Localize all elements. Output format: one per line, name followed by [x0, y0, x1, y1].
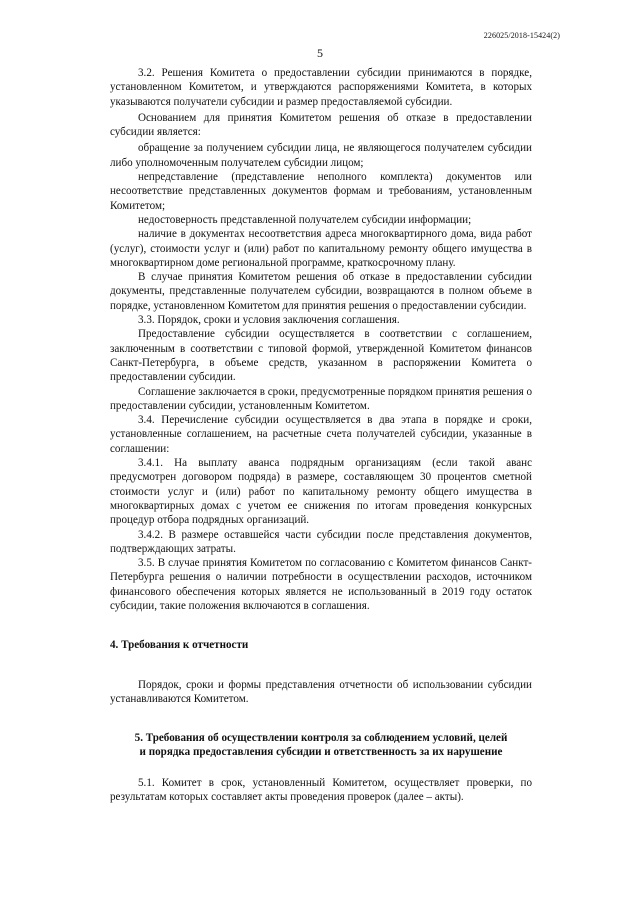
document-id: 226025/2018-15424(2): [483, 31, 560, 40]
section-heading-5-line-2: и порядка предоставления субсидии и ответственность за их нарушение: [139, 746, 503, 759]
paragraph-3-4: 3.4. Перечисление субсидии осуществляется в два этапа в порядке и сроки, установленные соглашением, на расчетные счета получателей субсидии, указанные в соглашении:: [110, 414, 532, 455]
paragraph-ground-2: непредставление (представление неполного комплекта) документов или несоответствие представленных документов формам и требованиям, установленным Комитетом;: [110, 171, 532, 212]
paragraph-ground-1: обращение за получением субсидии лица, не являющегося получателем субсидии либо уполномоченным получателем субсидии лицом;: [110, 142, 532, 169]
page-number: 5: [317, 46, 323, 60]
paragraph-refusal-grounds: Основанием для принятия Комитетом решения об отказе в предоставлении субсидии является:: [110, 111, 532, 139]
paragraph-3-4-2: 3.4.2. В размере оставшейся части субсидии после представления документов, подтверждающих затраты.: [110, 528, 532, 555]
paragraph-agreement-terms: Соглашение заключается в сроки, предусмотренные порядком принятия решения о предоставлении субсидии, установленным Комитетом.: [110, 385, 533, 412]
paragraph-3-5: 3.5. В случае принятия Комитетом по согласованию с Комитетом финансов Санкт-Петербурга решения о наличии потребности в осуществлении расходов, источником финансового обеспечения которых является не использованный в 2019 году остаток субсидии, такие положения включаются в соглашения.: [110, 557, 532, 612]
paragraph-ground-4: наличие в документах несоответствия адреса многоквартирного дома, вида работ (услуг), стоимости услуг и (или) работ по капитальному ремонту общего имущества в многоквартирном доме региональной программе, краткосрочному плану.: [110, 228, 532, 269]
paragraph-agreement: Предоставление субсидии осуществляется в соответствии с соглашением, заключенным в соответствии с типовой формой, утвержденной Комитетом финансов Санкт-Петербурга, в объеме средств, указанном в распоряжении Комитета о предоставлении субсидии.: [110, 328, 532, 384]
paragraph-3-3: 3.3. Порядок, сроки и условия заключения соглашения.: [138, 314, 400, 327]
section-heading-5-line-1: 5. Требования об осуществлении контроля за соблюдением условий, целей: [134, 732, 508, 745]
paragraph-3-2: 3.2. Решения Комитета о предоставлении субсидии принимаются в порядке, установленном Комитетом, и утверждаются распоряжениями Комитета, в которых указываются получатели субсидии и размер предоставляемой субсидии.: [110, 67, 532, 108]
section-heading-4: 4. Требования к отчетности: [110, 639, 249, 652]
paragraph-refusal-return: В случае принятия Комитетом решения об отказе в предоставлении субсидии документы, представленные получателем субсидии, возвращаются в полном объеме в порядке, установленном Комитетом для принятия решения о предоставлении субсидии.: [110, 271, 532, 312]
section-heading-5: [110, 731, 532, 760]
paragraph-ground-3: недостоверность представленной получателем субсидии информации;: [138, 213, 472, 226]
paragraph-reporting: Порядок, сроки и формы представления отчетности об использовании субсидии устанавливаются Комитетом.: [110, 678, 532, 705]
document-body: [110, 66, 532, 804]
paragraph-5-1: 5.1. Комитет в срок, установленный Комитетом, осуществляет проверки, по результатам которых составляет акты проведения проверок (далее – акты).: [110, 776, 532, 804]
paragraph-3-4-1: 3.4.1. На выплату аванса подрядным организациям (если такой аванс предусмотрен договором подряда) в размере, составляющем 30 процентов сметной стоимости услуг и (или) работ по капитальному ремонту общего имущества в многоквартирных домах с учетом ее снижения по итогам проведения конкурсных процедур отбора подрядных организаций.: [110, 457, 532, 527]
